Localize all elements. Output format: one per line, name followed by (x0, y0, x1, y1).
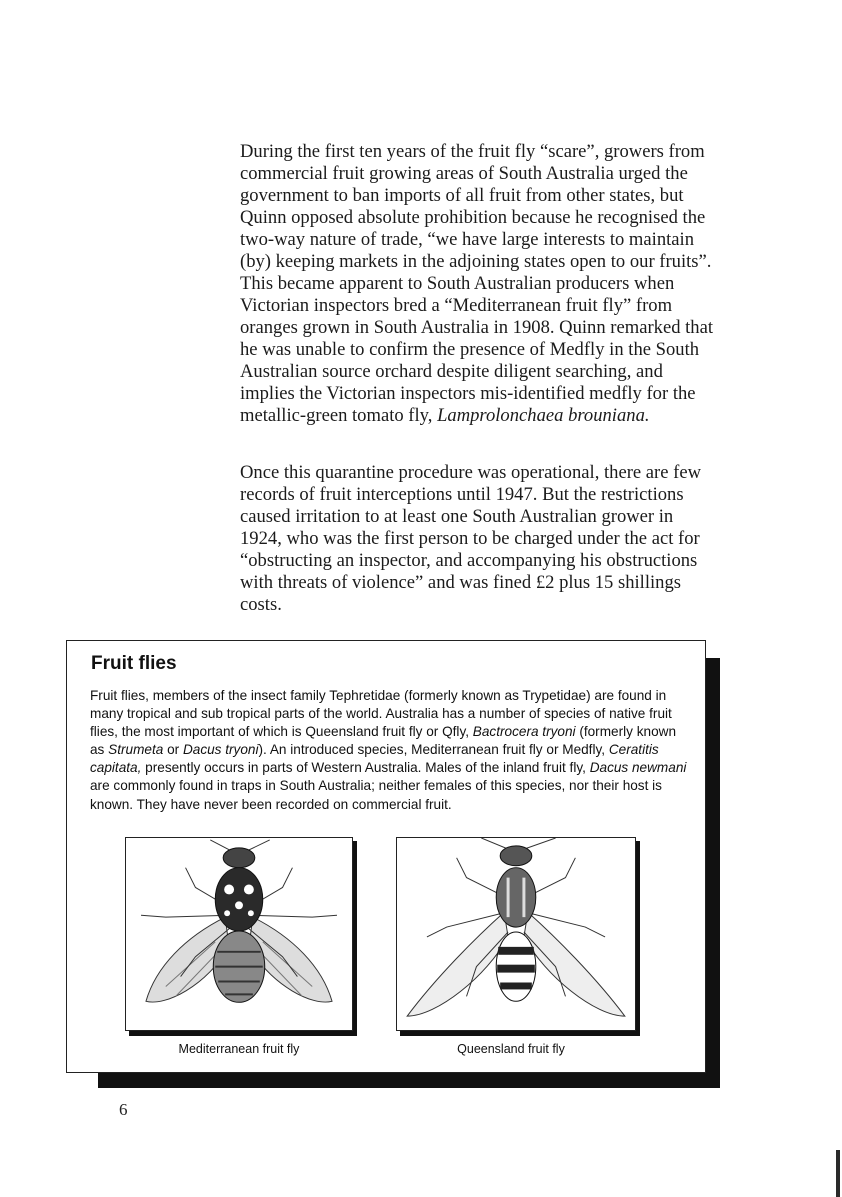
paragraph-text: Once this quarantine procedure was operational, there are few records of fruit interceptions until 1947. But the restrictions caused irritation to at least one South Australian grower in 1924, who was the first person to be charged under the act for “obstructing an inspector, and accompanying his obstructions with threats of violence” and was fined £2 plus 15 shillings costs. (240, 462, 702, 615)
qfly-illustration-frame (396, 837, 636, 1031)
sidebar-title: Fruit flies (91, 653, 177, 674)
medfly-illustration-frame (125, 837, 353, 1031)
body-paragraph-2 (240, 462, 718, 616)
fruit-flies-sidebar-box (66, 640, 706, 1073)
body-paragraph-1 (240, 141, 718, 427)
qfly-caption: Queensland fruit fly (457, 1042, 565, 1056)
medfly-caption: Mediterranean fruit fly (178, 1042, 300, 1056)
medfly-illustration-icon (126, 838, 352, 1030)
sidebar-text: Fruit flies, members of the insect family Tephretidae (formerly known as Trypetidae) are found in many tropical and sub tropical parts of the world. Australia has a number of species of native fruit flies, the most important of which is Queensland fruit fly or Qfly, Bactrocera tryoni (formerly known as Strumeta or Dacus tryoni). An introduced species, Mediterranean fruit fly or Medfly, Ceratitis capitata, presently occurs in parts of Western Australia. Males of the inland fruit fly, Dacus newmani are commonly found in traps in South Australia; neither females of this species, nor their host is known. They have never been recorded on commercial fruit. (90, 688, 687, 812)
page-edge-mark (836, 1150, 840, 1197)
page-number: 6 (119, 1100, 128, 1119)
qfly-illustration-icon (397, 838, 635, 1030)
paragraph-text: During the first ten years of the fruit fly “scare”, growers from commercial fruit growing areas of South Australia urged the government to ban imports of all fruit from other states, but Quinn opposed absolute prohibition because he recognised the two-way nature of trade, “we have large interests to maintain (by) keeping markets in the adjoining states open to our fruits”. This became apparent to South Australian producers when Victorian inspectors bred a “Mediterranean fruit fly” from oranges grown in South Australia in 1908. Quinn remarked that he was unable to confirm the presence of Medfly in the South Australian source orchard despite diligent searching, and implies the Victorian inspectors mis-identified medfly for the metallic-green tomato fly, Lamprolonchaea brouniana. (240, 141, 714, 426)
